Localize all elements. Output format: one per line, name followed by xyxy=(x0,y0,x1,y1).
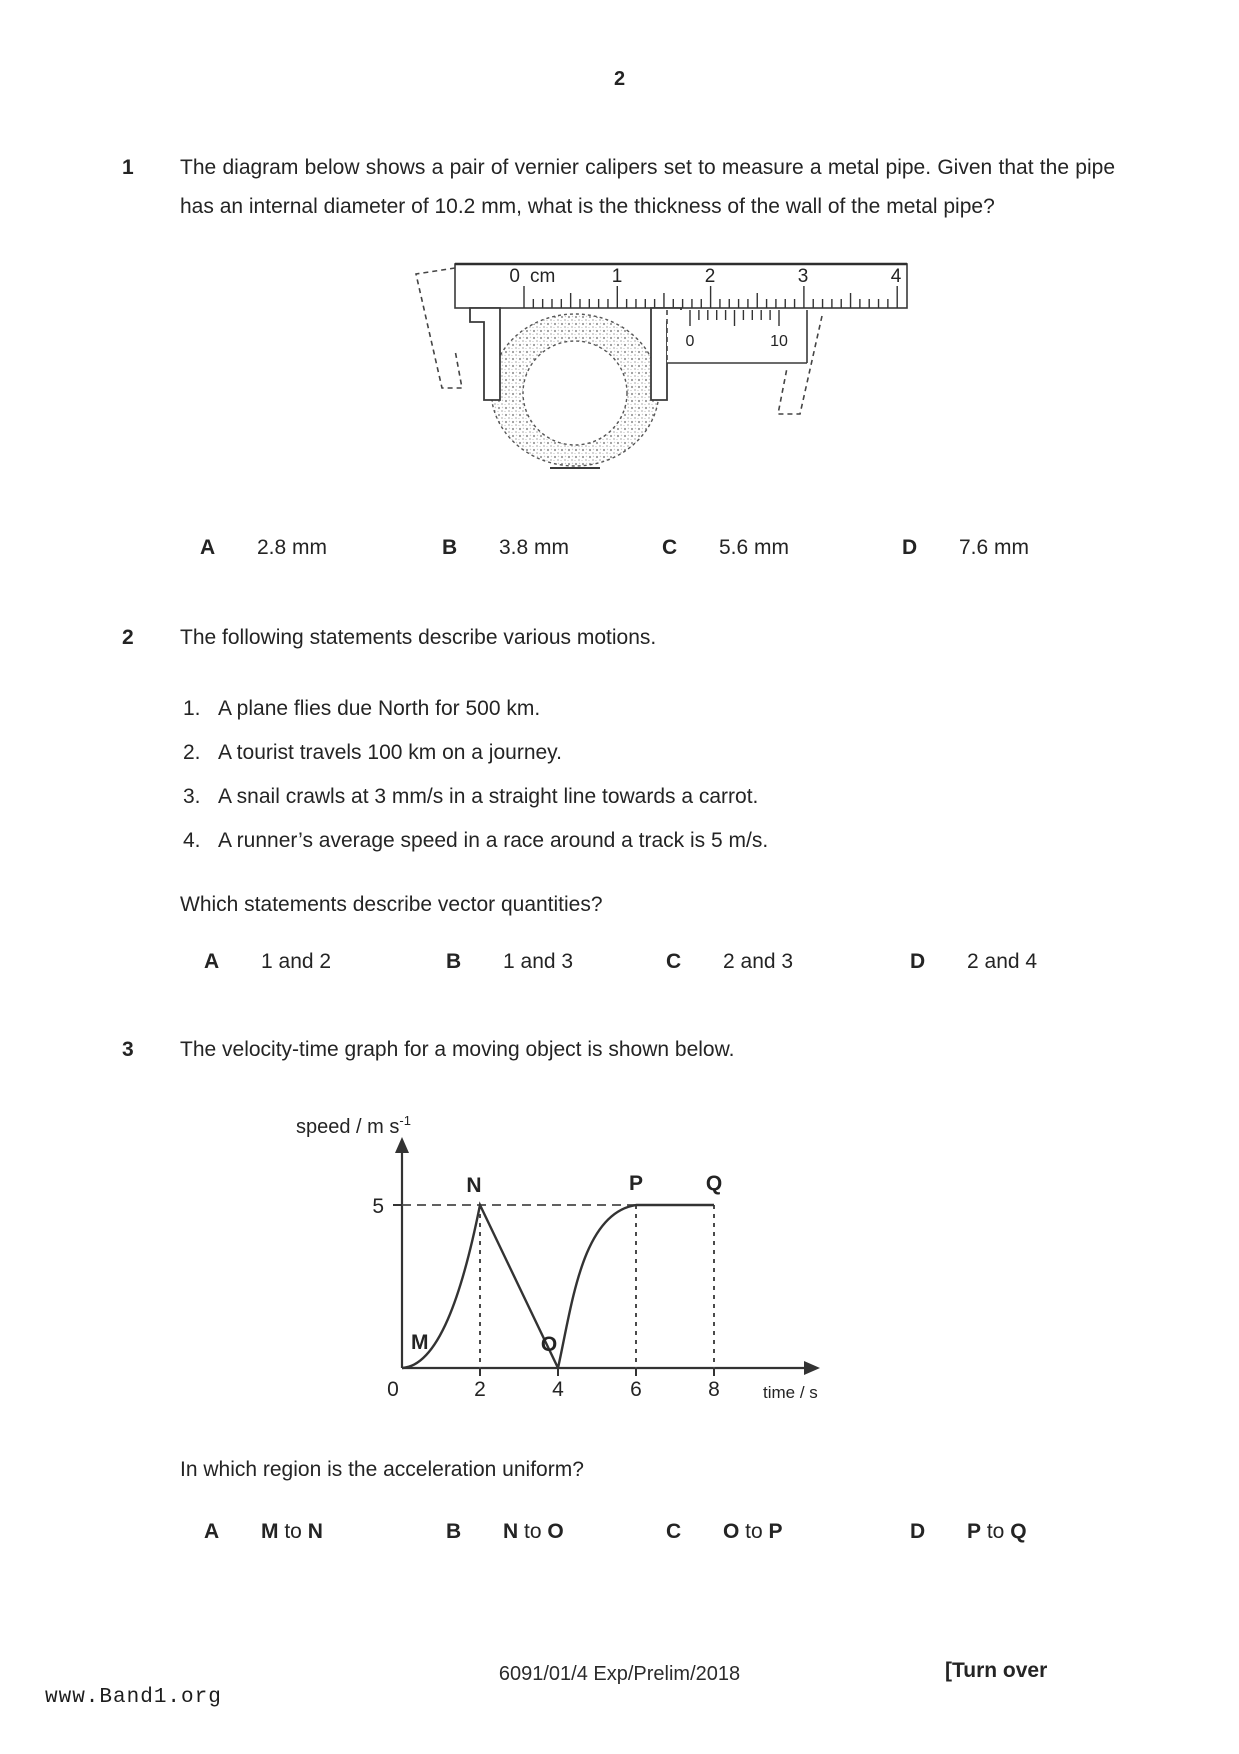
question-2-number: 2 xyxy=(122,626,134,649)
option-C xyxy=(662,536,789,560)
q3-options xyxy=(180,1520,1080,1552)
x-axis-label: time / s xyxy=(763,1383,818,1402)
speed-time-graph xyxy=(260,1095,840,1415)
point-label-Q: Q xyxy=(705,1172,723,1195)
option-value: 1 and 2 xyxy=(261,950,332,973)
option-value: 2 and 3 xyxy=(723,950,794,973)
vernier-scale xyxy=(667,310,807,363)
main-scale-label-4: 4 xyxy=(890,266,902,287)
option-C xyxy=(666,1520,783,1544)
option-letter: B xyxy=(446,1520,462,1543)
option-A xyxy=(204,950,331,974)
option-letter: B xyxy=(442,536,458,559)
statement-number: 4. xyxy=(183,829,201,852)
y-axis-arrow xyxy=(395,1137,409,1153)
question-1-text: The diagram below shows a pair of vernier calipers set to measure a metal pipe. Given that the pipe has an internal diameter of 10.2 mm, what is the thickness of the wall of the metal pipe? xyxy=(180,156,1115,218)
option-D xyxy=(910,950,1037,974)
option-D xyxy=(910,1520,1027,1544)
option-letter: A xyxy=(204,1520,220,1543)
x-tick-4: 4 xyxy=(552,1378,564,1401)
option-value: 1 and 3 xyxy=(503,950,574,973)
q1-options xyxy=(180,536,1080,568)
option-letter: A xyxy=(200,536,216,559)
question-2 xyxy=(122,618,1122,657)
main-scale-label-2: 2 xyxy=(704,266,716,287)
option-A xyxy=(204,1520,323,1544)
option-B xyxy=(446,1520,564,1544)
option-value: M to N xyxy=(261,1520,323,1543)
point-label-N: N xyxy=(466,1174,482,1197)
option-B xyxy=(446,950,573,974)
vernier-caliper-figure xyxy=(392,238,917,473)
x-tick-8: 8 xyxy=(708,1378,720,1401)
option-letter: C xyxy=(662,536,678,559)
option-D xyxy=(902,536,1029,560)
point-label-O: O xyxy=(540,1333,558,1356)
footer-turn-over: [Turn over xyxy=(945,1659,1048,1682)
question-1 xyxy=(122,148,1122,226)
point-label-P: P xyxy=(628,1172,644,1195)
speed-curve xyxy=(402,1205,714,1368)
option-value: 3.8 mm xyxy=(499,536,570,559)
question-2-intro: The following statements describe various motions. xyxy=(180,626,657,649)
option-value: 5.6 mm xyxy=(719,536,790,559)
statement-text: A snail crawls at 3 mm/s in a straight line towards a carrot. xyxy=(218,785,759,808)
y-axis-label: speed / m $s^{-1}$ xyxy=(296,1113,411,1138)
question-3-number: 3 xyxy=(122,1038,134,1061)
question-3-text: The velocity-time graph for a moving object is shown below. xyxy=(180,1038,735,1061)
option-A xyxy=(200,536,327,560)
option-letter: A xyxy=(204,950,220,973)
statement-text: A runner’s average speed in a race around a track is 5 m/s. xyxy=(218,829,769,852)
vernier-label-0: 0 xyxy=(685,333,695,350)
option-B xyxy=(442,536,569,560)
option-value: 7.6 mm xyxy=(959,536,1030,559)
option-letter: C xyxy=(666,1520,682,1543)
question-1-number: 1 xyxy=(122,156,134,179)
x-tick-0: 0 xyxy=(387,1378,399,1401)
option-letter: D xyxy=(910,950,926,973)
x-tick-2: 2 xyxy=(474,1378,486,1401)
statement-number: 2. xyxy=(183,741,201,764)
option-C xyxy=(666,950,793,974)
option-value: 2.8 mm xyxy=(257,536,328,559)
option-letter: D xyxy=(910,1520,926,1543)
q2-statements xyxy=(180,697,980,887)
footer-paper-code: 6091/01/4 Exp/Prelim/2018 xyxy=(498,1663,741,1685)
statement-number: 1. xyxy=(183,697,201,720)
main-scale-label-0: 0 xyxy=(509,266,520,287)
option-letter: D xyxy=(902,536,918,559)
option-value: P to Q xyxy=(967,1520,1027,1543)
x-tick-6: 6 xyxy=(630,1378,642,1401)
statement-number: 3. xyxy=(183,785,201,808)
main-scale-label-1: 1 xyxy=(611,266,623,287)
footer-website: www.Band1.org xyxy=(45,1686,222,1709)
main-scale-label-3: 3 xyxy=(797,266,809,287)
q2-options xyxy=(180,950,1080,982)
main-scale xyxy=(455,264,907,308)
option-value: O to P xyxy=(723,1520,783,1543)
question-3 xyxy=(122,1030,1122,1069)
option-letter: C xyxy=(666,950,682,973)
option-value: N to O xyxy=(503,1520,564,1543)
option-value: 2 and 4 xyxy=(967,950,1038,973)
page-number: 2 xyxy=(613,68,626,90)
point-label-M: M xyxy=(411,1331,429,1354)
statement-text: A tourist travels 100 km on a journey. xyxy=(218,741,562,764)
pipe-ring xyxy=(491,314,659,468)
main-scale-unit: cm xyxy=(530,266,556,287)
statement-text: A plane flies due North for 500 km. xyxy=(218,697,541,720)
option-letter: B xyxy=(446,950,462,973)
fixed-jaw xyxy=(470,308,500,400)
x-axis-arrow xyxy=(804,1361,820,1375)
q3-question: In which region is the acceleration uniform? xyxy=(180,1458,584,1481)
q2-question: Which statements describe vector quantities? xyxy=(180,893,603,916)
vernier-label-10: 10 xyxy=(770,333,788,350)
y-tick-5: 5 xyxy=(372,1195,384,1218)
